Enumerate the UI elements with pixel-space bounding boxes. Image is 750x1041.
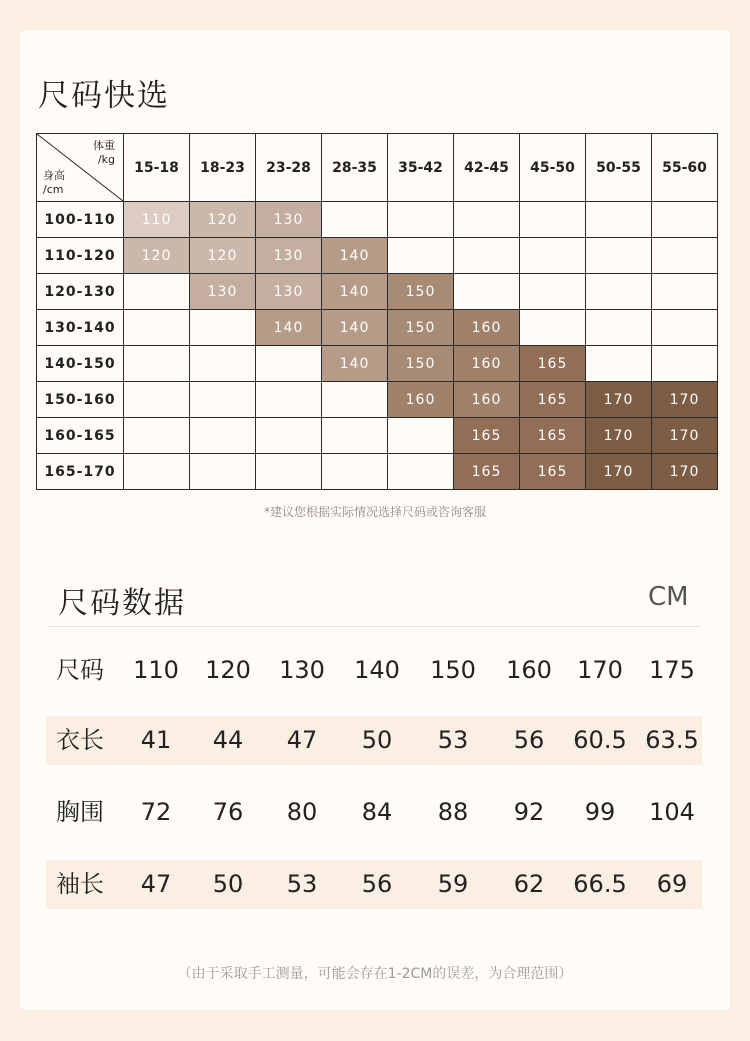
measurement-value: 50 — [212, 870, 244, 898]
measurement-value: 120 — [205, 656, 251, 684]
height-axis-label — [43, 169, 65, 197]
empty-cell — [190, 418, 256, 454]
measurement-value: 44 — [212, 726, 244, 754]
empty-cell — [454, 238, 520, 274]
empty-cell — [256, 346, 322, 382]
empty-cell — [124, 346, 190, 382]
recommended-size-cell: 160 — [388, 382, 454, 418]
measurement-value: 99 — [584, 798, 616, 826]
empty-cell — [124, 454, 190, 490]
recommended-size-cell: 120 — [190, 238, 256, 274]
recommended-size-cell: 150 — [388, 346, 454, 382]
measurement-value: 76 — [212, 798, 244, 826]
measurement-value: 92 — [513, 798, 545, 826]
size-data-unit: CM — [648, 582, 689, 612]
size-data-title: 尺码数据 — [58, 586, 186, 621]
empty-cell — [586, 310, 652, 346]
recommended-size-cell: 150 — [388, 274, 454, 310]
measurement-value: 140 — [354, 656, 400, 684]
empty-cell — [124, 382, 190, 418]
size-data-row — [46, 788, 702, 837]
recommended-size-cell: 130 — [190, 274, 256, 310]
empty-cell — [652, 202, 718, 238]
empty-cell — [586, 202, 652, 238]
recommended-size-cell: 140 — [256, 310, 322, 346]
recommended-size-cell: 130 — [256, 238, 322, 274]
measurement-value: 60.5 — [573, 726, 627, 754]
empty-cell — [190, 454, 256, 490]
divider — [48, 626, 700, 627]
measurement-value: 66.5 — [573, 870, 627, 898]
empty-cell — [190, 310, 256, 346]
empty-cell — [124, 310, 190, 346]
recommended-size-cell: 140 — [322, 274, 388, 310]
recommended-size-cell: 150 — [388, 310, 454, 346]
weight-label: 体重 — [93, 139, 115, 152]
height-range-header: 150-160 — [37, 382, 124, 418]
measurement-value: 72 — [140, 798, 172, 826]
recommended-size-cell: 140 — [322, 310, 388, 346]
empty-cell — [190, 346, 256, 382]
measurement-value: 59 — [437, 870, 469, 898]
height-range-header: 110-120 — [37, 238, 124, 274]
recommended-size-cell: 160 — [454, 382, 520, 418]
empty-cell — [256, 454, 322, 490]
recommended-size-cell: 160 — [454, 346, 520, 382]
weight-axis-label — [93, 139, 115, 167]
measurement-value: 47 — [286, 726, 318, 754]
empty-cell — [256, 418, 322, 454]
quick-table-row — [37, 274, 718, 310]
recommended-size-cell: 165 — [454, 418, 520, 454]
quick-table-header-row — [37, 134, 718, 202]
measurement-value: 56 — [513, 726, 545, 754]
height-label: 身高 — [43, 169, 65, 182]
measurement-value: 62 — [513, 870, 545, 898]
recommended-size-cell: 110 — [124, 202, 190, 238]
recommended-size-cell: 170 — [652, 382, 718, 418]
weight-range-header: 35-42 — [388, 134, 454, 202]
recommended-size-cell: 165 — [520, 454, 586, 490]
empty-cell — [586, 346, 652, 382]
measurement-value: 47 — [140, 870, 172, 898]
empty-cell — [652, 346, 718, 382]
corner-header — [37, 134, 124, 202]
empty-cell — [454, 274, 520, 310]
recommended-size-cell: 170 — [586, 454, 652, 490]
measurement-value: 53 — [437, 726, 469, 754]
measurement-value: 160 — [506, 656, 552, 684]
empty-cell — [322, 454, 388, 490]
empty-cell — [520, 238, 586, 274]
quick-select-title: 尺码快选 — [38, 78, 170, 114]
measurement-note: （由于采取手工测量，可能会存在1-2CM的误差，为合理范围） — [177, 966, 573, 982]
measurement-value: 56 — [361, 870, 393, 898]
empty-cell — [652, 274, 718, 310]
measurement-label: 袖长 — [56, 870, 104, 898]
empty-cell — [322, 382, 388, 418]
weight-range-header: 45-50 — [520, 134, 586, 202]
recommended-size-cell: 170 — [586, 382, 652, 418]
height-range-header: 120-130 — [37, 274, 124, 310]
empty-cell — [520, 274, 586, 310]
recommended-size-cell: 165 — [454, 454, 520, 490]
height-unit: /cm — [43, 183, 64, 196]
empty-cell — [190, 382, 256, 418]
quick-select-note: *建议您根据实际情况选择尺码或咨询客服 — [263, 505, 486, 519]
weight-range-header: 15-18 — [124, 134, 190, 202]
empty-cell — [388, 202, 454, 238]
height-range-header: 130-140 — [37, 310, 124, 346]
recommended-size-cell: 120 — [190, 202, 256, 238]
measurement-value: 170 — [577, 656, 623, 684]
empty-cell — [322, 202, 388, 238]
height-range-header: 165-170 — [37, 454, 124, 490]
measurement-label: 尺码 — [56, 656, 104, 684]
measurement-value: 88 — [437, 798, 469, 826]
size-data-row — [46, 716, 702, 765]
empty-cell — [256, 382, 322, 418]
height-range-header: 140-150 — [37, 346, 124, 382]
measurement-label: 胸围 — [56, 798, 104, 826]
quick-size-table — [36, 133, 718, 490]
quick-table-row — [37, 382, 718, 418]
quick-table-row — [37, 310, 718, 346]
weight-range-header: 55-60 — [652, 134, 718, 202]
recommended-size-cell: 165 — [520, 382, 586, 418]
measurement-value: 41 — [140, 726, 172, 754]
recommended-size-cell: 165 — [520, 418, 586, 454]
empty-cell — [652, 310, 718, 346]
empty-cell — [586, 274, 652, 310]
weight-range-header: 18-23 — [190, 134, 256, 202]
recommended-size-cell: 165 — [520, 346, 586, 382]
recommended-size-cell: 140 — [322, 238, 388, 274]
empty-cell — [388, 418, 454, 454]
size-data-row — [46, 860, 702, 909]
measurement-value: 104 — [649, 798, 695, 826]
empty-cell — [124, 274, 190, 310]
empty-cell — [454, 202, 520, 238]
measurement-value: 84 — [361, 798, 393, 826]
empty-cell — [388, 454, 454, 490]
height-range-header: 160-165 — [37, 418, 124, 454]
measurement-value: 130 — [279, 656, 325, 684]
recommended-size-cell: 130 — [256, 274, 322, 310]
empty-cell — [652, 238, 718, 274]
measurement-value: 69 — [656, 870, 688, 898]
quick-table-row — [37, 418, 718, 454]
measurement-value: 53 — [286, 870, 318, 898]
quick-table-row — [37, 202, 718, 238]
measurement-value: 110 — [133, 656, 179, 684]
recommended-size-cell: 120 — [124, 238, 190, 274]
measurement-value: 175 — [649, 656, 695, 684]
quick-table-row — [37, 346, 718, 382]
recommended-size-cell: 130 — [256, 202, 322, 238]
quick-table-row — [37, 454, 718, 490]
empty-cell — [388, 238, 454, 274]
empty-cell — [322, 418, 388, 454]
size-data-row — [46, 646, 702, 695]
measurement-value: 63.5 — [645, 726, 699, 754]
weight-unit: /kg — [97, 153, 115, 166]
recommended-size-cell: 170 — [586, 418, 652, 454]
measurement-label: 衣长 — [56, 726, 104, 754]
empty-cell — [124, 418, 190, 454]
weight-range-header: 50-55 — [586, 134, 652, 202]
measurement-value: 50 — [361, 726, 393, 754]
measurement-value: 80 — [286, 798, 318, 826]
weight-range-header: 28-35 — [322, 134, 388, 202]
recommended-size-cell: 170 — [652, 418, 718, 454]
recommended-size-cell: 140 — [322, 346, 388, 382]
height-range-header: 100-110 — [37, 202, 124, 238]
empty-cell — [586, 238, 652, 274]
measurement-value: 150 — [430, 656, 476, 684]
empty-cell — [520, 202, 586, 238]
weight-range-header: 23-28 — [256, 134, 322, 202]
recommended-size-cell: 170 — [652, 454, 718, 490]
recommended-size-cell: 160 — [454, 310, 520, 346]
quick-table-row — [37, 238, 718, 274]
weight-range-header: 42-45 — [454, 134, 520, 202]
empty-cell — [520, 310, 586, 346]
